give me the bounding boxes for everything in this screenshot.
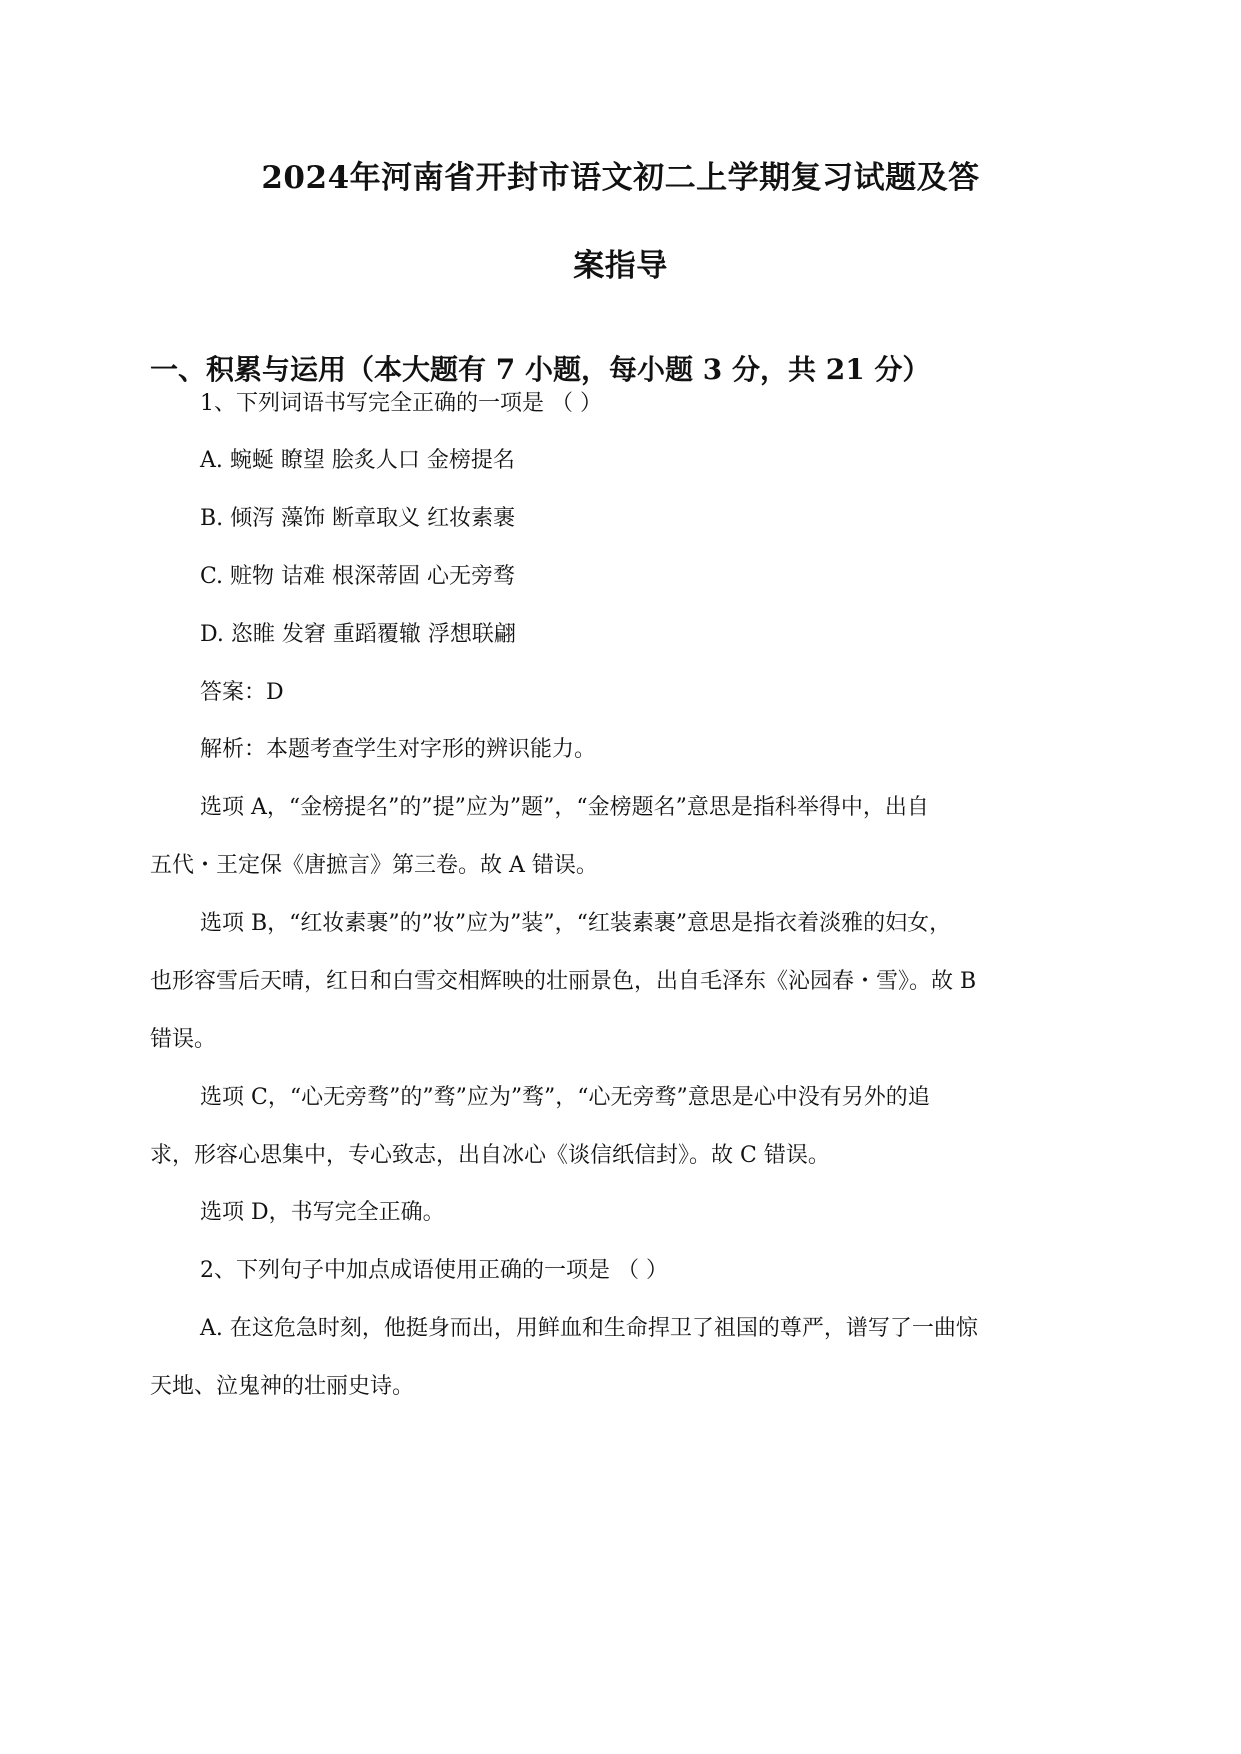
question-1-analysis-c-line-2: 求，形容心思集中，专心致志，出自冰心《谈信纸信封》。故 C 错误。: [150, 1143, 830, 1168]
question-1-option-a: A. 蜿蜒 瞭望 脍炙人口 金榜提名: [200, 448, 515, 473]
question-1-analysis-a-line-1: 选项 A，“金榜提名”的”提”应为”题”，“金榜题名”意思是指科举得中，出自: [200, 795, 929, 820]
question-2-stem: 2、下列句子中加点成语使用正确的一项是 （ ）: [200, 1258, 668, 1283]
question-1-analysis-d: 选项 D，书写完全正确。: [200, 1200, 445, 1225]
question-1-analysis-c-line-1: 选项 C，“心无旁骛”的”骛”应为”骛”，“心无旁骛”意思是心中没有另外的追: [200, 1085, 930, 1110]
section-heading: 一、积累与运用（本大题有 7 小题，每小题 3 分，共 21 分）: [150, 353, 931, 386]
question-1-option-b: B. 倾泻 藻饰 断章取义 红妆素裹: [200, 506, 516, 531]
question-1-analysis-a-line-2: 五代・王定保《唐摭言》第三卷。故 A 错误。: [150, 853, 598, 878]
question-1-analysis-intro: 解析：本题考查学生对字形的辨识能力。: [200, 737, 597, 762]
question-2-option-a-line-1: A. 在这危急时刻，他挺身而出，用鲜血和生命捍卫了祖国的尊严，谱写了一曲惊: [200, 1316, 978, 1341]
question-1-option-c: C. 赃物 诘难 根深蒂固 心无旁骛: [200, 564, 516, 589]
question-1-analysis-b-line-3: 错误。: [150, 1027, 217, 1052]
question-2-option-a-line-2: 天地、泣鬼神的壮丽史诗。: [150, 1374, 415, 1399]
question-1-analysis-b-line-1: 选项 B，“红妆素裹”的”妆”应为”装”，“红装素裹”意思是指衣着淡雅的妇女，: [200, 911, 952, 936]
question-1-analysis-b-line-2: 也形容雪后天晴，红日和白雪交相辉映的壮丽景色，出自毛泽东《沁园春・雪》。故 B: [150, 969, 977, 994]
question-1-stem: 1、下列词语书写完全正确的一项是 （ ）: [200, 391, 602, 416]
document-title-line-2: 案指导: [573, 248, 668, 284]
question-1-answer: 答案：D: [200, 680, 284, 705]
question-1-option-d: D. 恣睢 发窘 重蹈覆辙 浮想联翩: [200, 622, 516, 647]
document-title-line-1: 2024年河南省开封市语文初二上学期复习试题及答: [261, 160, 980, 196]
